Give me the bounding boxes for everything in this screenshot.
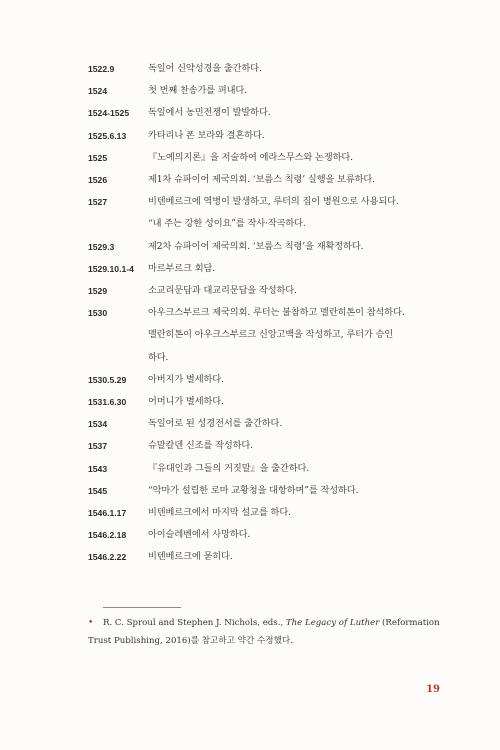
entry-description-line: 슈말칼덴 신조를 작성하다. xyxy=(148,440,253,452)
entry-date: 1543 xyxy=(88,463,108,474)
entry-description xyxy=(148,413,448,435)
footnote-citation-prefix: R. C. Sproul and Stephen J. Nichols, eds., xyxy=(103,618,286,628)
entry-date: 1546.2.22 xyxy=(88,552,127,563)
entry-description xyxy=(148,58,448,80)
timeline-entry xyxy=(88,435,448,457)
timeline-entry xyxy=(88,524,448,546)
timeline-entry xyxy=(88,147,448,169)
entry-description xyxy=(148,258,448,280)
entry-description-line: 독일어로 된 성경전서를 출간하다. xyxy=(148,418,283,430)
timeline-entry xyxy=(88,413,448,435)
entry-description xyxy=(148,125,448,147)
timeline-entry xyxy=(88,458,448,480)
timeline-entry xyxy=(88,546,448,568)
entry-date: 1534 xyxy=(88,419,108,430)
footnote-text xyxy=(88,614,448,650)
timeline-entry xyxy=(88,480,448,502)
entry-description xyxy=(148,391,448,413)
entry-description xyxy=(148,102,448,124)
entry-date: 1546.1.17 xyxy=(88,508,127,519)
entry-description-line: 아버지가 별세하다. xyxy=(148,373,224,385)
entry-description xyxy=(148,147,448,169)
entry-description xyxy=(148,502,448,524)
entry-description-line: 첫 번째 찬송가를 펴내다. xyxy=(148,85,248,97)
entry-description xyxy=(148,458,448,480)
entry-description-line: “악마가 설립한 로마 교황청을 대항하며”를 작성하다. xyxy=(148,484,359,496)
chronology-list xyxy=(88,58,448,569)
footnote-bullet-icon: • xyxy=(88,618,94,628)
entry-description-line: 마르부르크 회담. xyxy=(148,262,216,274)
timeline-entry xyxy=(88,169,448,191)
footnote xyxy=(88,614,448,650)
timeline-entry xyxy=(88,258,448,280)
entry-description-line: 어머니가 별세하다. xyxy=(148,396,224,408)
entry-description xyxy=(148,480,448,502)
entry-description-line: 멜란히톤이 아우크스부르크 신앙고백을 작성하고, 루터가 승인 xyxy=(148,329,394,341)
entry-date: 1545 xyxy=(88,485,108,496)
timeline-entry xyxy=(88,502,448,524)
entry-date: 1524 xyxy=(88,86,108,97)
footnote-citation-suffix: (Reformation xyxy=(379,618,440,628)
entry-date: 1529 xyxy=(88,286,108,297)
entry-description xyxy=(148,524,448,546)
entry-description xyxy=(148,546,448,568)
entry-description-line: 비텐베르크에 역병이 발생하고, 루터의 집이 병원으로 사용되다. xyxy=(148,196,399,208)
entry-description-line: 『유대인과 그들의 거짓말』을 출간하다. xyxy=(148,462,310,474)
timeline-entry xyxy=(88,236,448,258)
footnote-divider xyxy=(103,607,181,608)
entry-description-line: 제2차 슈파이어 제국의회. ‘보름스 칙령’을 재확정하다. xyxy=(148,240,364,252)
timeline-entry xyxy=(88,302,448,369)
entry-date: 1546.2.18 xyxy=(88,530,127,541)
entry-description xyxy=(148,80,448,102)
timeline-entry xyxy=(88,369,448,391)
entry-date: 1522.9 xyxy=(88,64,115,74)
entry-description xyxy=(148,302,448,369)
entry-description xyxy=(148,236,448,258)
entry-date: 1530 xyxy=(88,308,108,319)
entry-date: 1526 xyxy=(88,175,108,186)
footnote-book-title: The Legacy of Luther xyxy=(285,618,380,628)
entry-description-line: 비텐베르크에서 마지막 설교를 하다. xyxy=(148,507,291,519)
entry-description-line: 카타리나 폰 보라와 결혼하다. xyxy=(148,129,265,141)
entry-date: 1530.5.29 xyxy=(88,374,127,385)
entry-description-line: 독일어 신약성경을 출간하다. xyxy=(148,63,262,74)
entry-description-line: 『노예의지론』을 저술하여 에라스무스와 논쟁하다. xyxy=(148,151,353,163)
entry-date: 1529.10.1-4 xyxy=(88,263,134,274)
entry-description-line: 아이슬레벤에서 사망하다. xyxy=(148,529,251,541)
entry-date: 1525 xyxy=(88,152,108,163)
timeline-entry xyxy=(88,391,448,413)
entry-description xyxy=(148,191,448,235)
footnote-line-2: Trust Publishing, 2016)를 참고하고 약간 수정했다. xyxy=(88,636,293,646)
entry-description xyxy=(148,169,448,191)
entry-description-line: 비텐베르크에 묻히다. xyxy=(148,551,233,563)
entry-date: 1524-1525 xyxy=(88,108,130,119)
entry-description-line: 제1차 슈파이어 제국의회. ‘보름스 칙령’ 실행을 보류하다. xyxy=(148,174,376,186)
entry-date: 1537 xyxy=(88,441,108,452)
entry-description xyxy=(148,280,448,302)
entry-description-line: 하다. xyxy=(148,351,169,363)
page-number: 19 xyxy=(426,684,440,695)
timeline-entry xyxy=(88,280,448,302)
entry-description-line: “내 주는 강한 성이요”를 작사·작곡하다. xyxy=(148,218,306,230)
timeline-entry xyxy=(88,191,448,235)
entry-description-line: 독일에서 농민전쟁이 발발하다. xyxy=(148,107,271,119)
timeline-entry xyxy=(88,125,448,147)
entry-date: 1527 xyxy=(88,197,108,208)
entry-description-line: 아우크스부르크 제국의회. 루터는 불참하고 멜란히톤이 참석하다. xyxy=(148,307,405,319)
entry-description xyxy=(148,369,448,391)
timeline-entry xyxy=(88,80,448,102)
entry-date: 1529.3 xyxy=(88,241,115,252)
entry-description xyxy=(148,435,448,457)
entry-date: 1525.6.13 xyxy=(88,130,127,141)
entry-description-line: 소교리문답과 대교리문답을 작성하다. xyxy=(148,285,297,297)
timeline-entry xyxy=(88,58,448,80)
entry-date: 1531.6.30 xyxy=(88,397,127,408)
timeline-entry xyxy=(88,102,448,124)
